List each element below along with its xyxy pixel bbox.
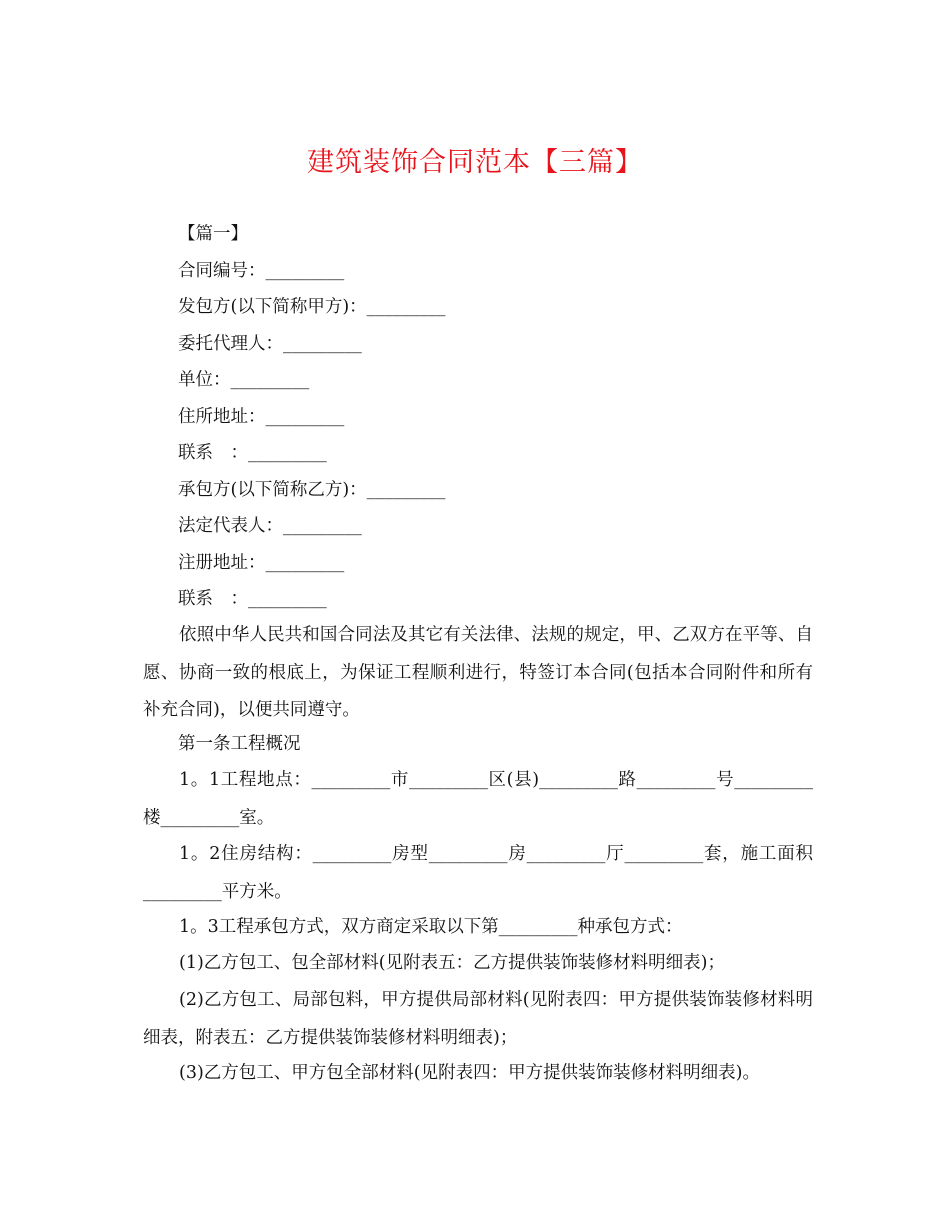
document-title: 建筑装饰合同范本【三篇】 <box>307 147 643 178</box>
field-party-b: 承包方(以下简称乙方)：_________ <box>178 480 446 500</box>
item-house-structure: 1。2住房结构：_________房型_________房_________厅_________套，施工面积_________平方米。 <box>143 844 813 902</box>
option-2: (2)乙方包工、局部包料，甲方提供局部材料(见附表四：甲方提供装饰装修材料明细表，附表五：乙方提供装饰装修材料明细表)； <box>143 990 813 1048</box>
field-contact-b: 联系 ：_________ <box>178 589 327 609</box>
field-legal-rep: 法定代表人：_________ <box>178 516 362 536</box>
article-heading: 第一条工程概况 <box>178 734 301 754</box>
field-party-a: 发包方(以下简称甲方)：_________ <box>178 297 446 317</box>
item-contract-method: 1。3工程承包方式，双方商定采取以下第_________种承包方式： <box>179 917 683 937</box>
field-unit: 单位：_________ <box>178 370 310 390</box>
field-contact-a: 联系 ：_________ <box>178 443 327 463</box>
field-registered-address: 注册地址：_________ <box>178 553 345 573</box>
intro-paragraph: 依照中华人民共和国合同法及其它有关法律、法规的规定，甲、乙双方在平等、自愿、协商一致的根底上，为保证工程顺利进行，特签订本合同(包括本合同附件和所有补充合同)，以便共同遵守。 <box>143 625 813 720</box>
field-address: 住所地址：_________ <box>178 407 345 427</box>
section-heading: 【篇一】 <box>178 224 248 244</box>
item-project-location: 1。1工程地点：_________市_________区(县)_________路_________号_________楼_________室。 <box>143 770 813 828</box>
option-3: (3)乙方包工、甲方包全部材料(见附表四：甲方提供装饰装修材料明细表)。 <box>179 1063 760 1083</box>
option-1: (1)乙方包工、包全部材料(见附表五：乙方提供装饰装修材料明细表)； <box>179 953 725 973</box>
field-contract-number: 合同编号：_________ <box>178 261 345 281</box>
field-agent: 委托代理人：_________ <box>178 334 362 354</box>
